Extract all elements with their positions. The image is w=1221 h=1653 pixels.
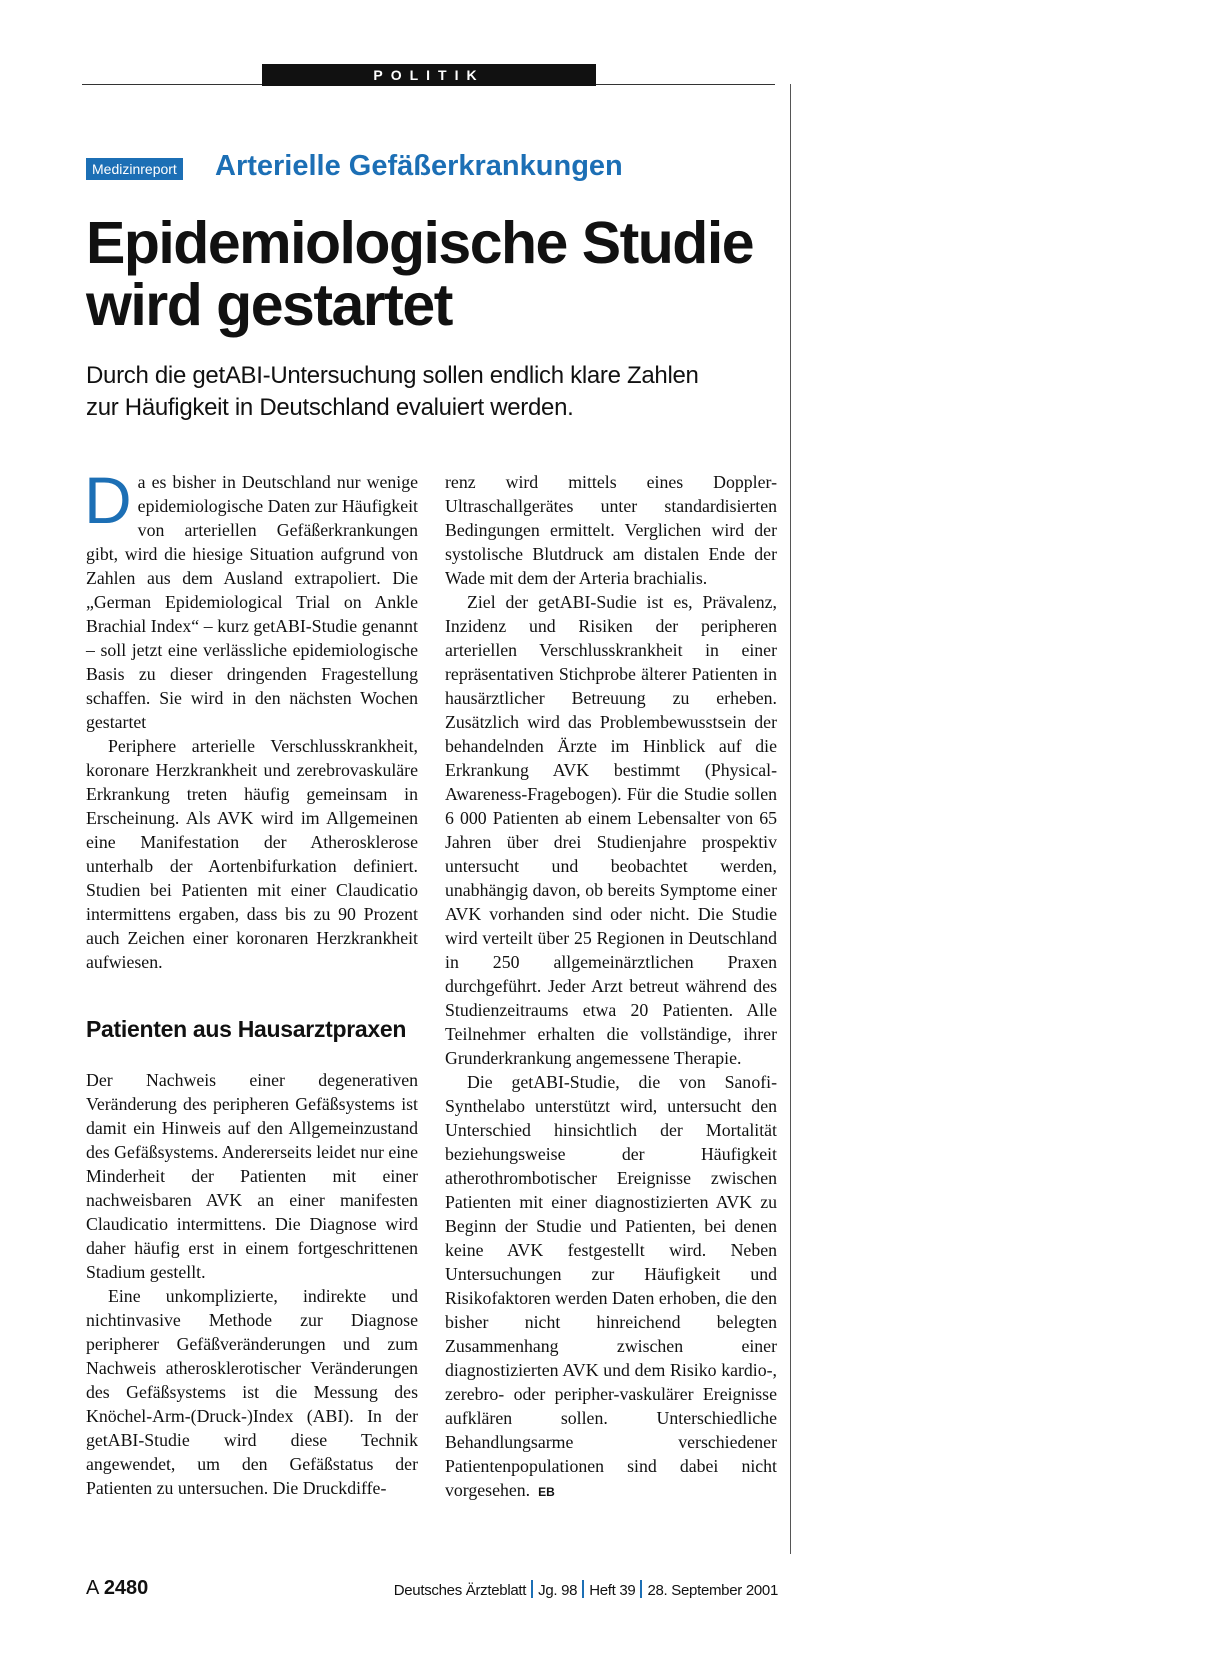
column-rule	[790, 84, 791, 1554]
paragraph-text: a es bisher in Deutschland nur wenige epidemiologische Daten zur Häufigkeit von arteriellen Gefäßerkrankungen gibt, wird die hiesige Situation aufgrund von Zahlen aus dem Ausland extrapoliert. Die „German Epidemiological Trial on Ankle Brachial Index“ – kurz getABI-Studie genannt – soll jetzt eine verlässliche epidemiologische Basis zu dieser dringenden Fragestellung schaffen. Sie wird in den nächsten Wochen gestartet	[86, 472, 418, 732]
article-column-right	[445, 470, 777, 1504]
article-paragraph: Periphere arterielle Verschlusskrankheit, koronare Herzkrankheit und zerebrovaskuläre Erkrankung treten häufig gemeinsam in Erscheinung. Als AVK wird im Allgemeinen eine Manifestation der Atherosklerose unterhalb der Aortenbifurkation definiert. Studien bei Patienten mit einer Claudicatio intermittens ergaben, dass bis zu 90 Prozent auch Zeichen einer koronaren Herzkrankheit aufwiesen.	[86, 736, 418, 972]
separator	[582, 1580, 584, 1598]
section-label: POLITIK	[262, 64, 596, 86]
article-paragraph: renz wird mittels eines Doppler-Ultraschallgerätes unter standardisierten Bedingungen ermittelt. Verglichen wird der systolische Blutdruck am distalen Ende der Wade mit dem der Arteria brachialis.	[445, 472, 777, 588]
headline	[86, 212, 786, 336]
journal-name: Deutsches Ärzteblatt	[393, 1582, 527, 1599]
publication-date: 28. September 2001	[647, 1582, 778, 1599]
subheadline-line-2: zur Häufigkeit in Deutschland evaluiert werden.	[86, 394, 574, 421]
separator	[531, 1580, 533, 1598]
journal-volume: Jg. 98	[538, 1582, 578, 1599]
drop-cap: D	[84, 463, 132, 537]
article-subheading: Patienten aus Hausarztpraxen	[86, 1016, 407, 1042]
kicker-tag: Medizinreport	[86, 158, 183, 180]
page-prefix: A	[86, 1577, 99, 1599]
author-signature: EB	[538, 1485, 555, 1499]
page-number-value: 2480	[103, 1577, 149, 1599]
article-paragraph: Der Nachweis einer degenerativen Veränderung des peripheren Gefäßsystems ist damit ein Hinweis auf den Allgemeinzustand des Gefäßsystems. Andererseits leidet nur eine Minderheit der Patienten mit einer nachweisbaren AVK an einer manifesten Claudicatio intermittens. Die Diagnose wird daher häufig erst in einem fortgeschrittenen Stadium gestellt.	[86, 1070, 418, 1282]
journal-issue: Heft 39	[589, 1582, 636, 1599]
subheadline	[86, 360, 786, 424]
article-paragraph	[84, 463, 418, 734]
separator	[640, 1580, 642, 1598]
article-paragraph: Eine unkomplizierte, indirekte und nichtinvasive Methode zur Diagnose peripherer Gefäßveränderungen und zum Nachweis atherosklerotischer Veränderungen des Gefäßsystems ist die Messung des Knöchel-Arm-(Druck-)Index (ABI). In der getABI-Studie wird diese Technik angewendet, um den Gefäßstatus der Patienten zu untersuchen. Die Druckdiffe-	[86, 1286, 418, 1498]
article-paragraph: Ziel der getABI-Sudie ist es, Prävalenz, Inzidenz und Risiken der peripheren arteriellen Verschlusskrankheit in einer repräsentativen Stichprobe älterer Patienten in hausärztlicher Betreuung zu erheben. Zusätzlich wird das Problembewusstsein der behandelnden Ärzte im Hinblick auf die Erkrankung AVK bestimmt (Physical-Awareness-Fragebogen). Für die Studie sollen 6 000 Patienten ab einem Lebensalter von 65 Jahren über drei Studienjahre prospektiv untersucht und beobachtet werden, unabhängig davon, ob bereits Symptome einer AVK vorhanden sind oder nicht. Die Studie wird verteilt über 25 Regionen in Deutschland in 250 allgemeinärztlichen Praxen durchgeführt. Jeder Arzt betreut während des Studienzeitraums etwa 20 Patienten. Alle Teilnehmer erhalten die vollständige, ihrer Grunderkrankung angemessene Therapie.	[445, 592, 777, 1068]
headline-line-2: wird gestartet	[86, 272, 452, 338]
headline-line-1: Epidemiologische Studie	[86, 210, 754, 276]
kicker-title: Arterielle Gefäßerkrankungen	[215, 150, 623, 182]
page-number	[86, 1577, 148, 1600]
subheadline-line-1: Durch die getABI-Untersuchung sollen endlich klare Zahlen	[86, 362, 699, 389]
article-paragraph	[445, 1070, 777, 1504]
paragraph-text: Die getABI-Studie, die von Sanofi-Synthelabo unterstützt wird, untersucht den Unterschied hinsichtlich der Mortalität beziehungsweise der Häufigkeit atherothrombotischer Ereignisse zwischen Patienten mit einer diagnostizierten AVK zu Beginn der Studie und Patienten, bei denen keine AVK festgestellt wird. Neben Untersuchungen zur Häufigkeit und Risikofaktoren werden Daten erhoben, die den bisher nicht hinreichend belegten Zusammenhang zwischen einer diagnostizierten AVK und dem Risiko kardio-, zerebro- oder peripher-vaskulärer Ereignisse aufklären sollen. Unterschiedliche Behandlungsarme verschiedener Patientenpopulationen sind dabei nicht vorgesehen.	[445, 1072, 777, 1500]
article-column-left	[84, 463, 418, 1500]
publication-info	[394, 1580, 778, 1599]
